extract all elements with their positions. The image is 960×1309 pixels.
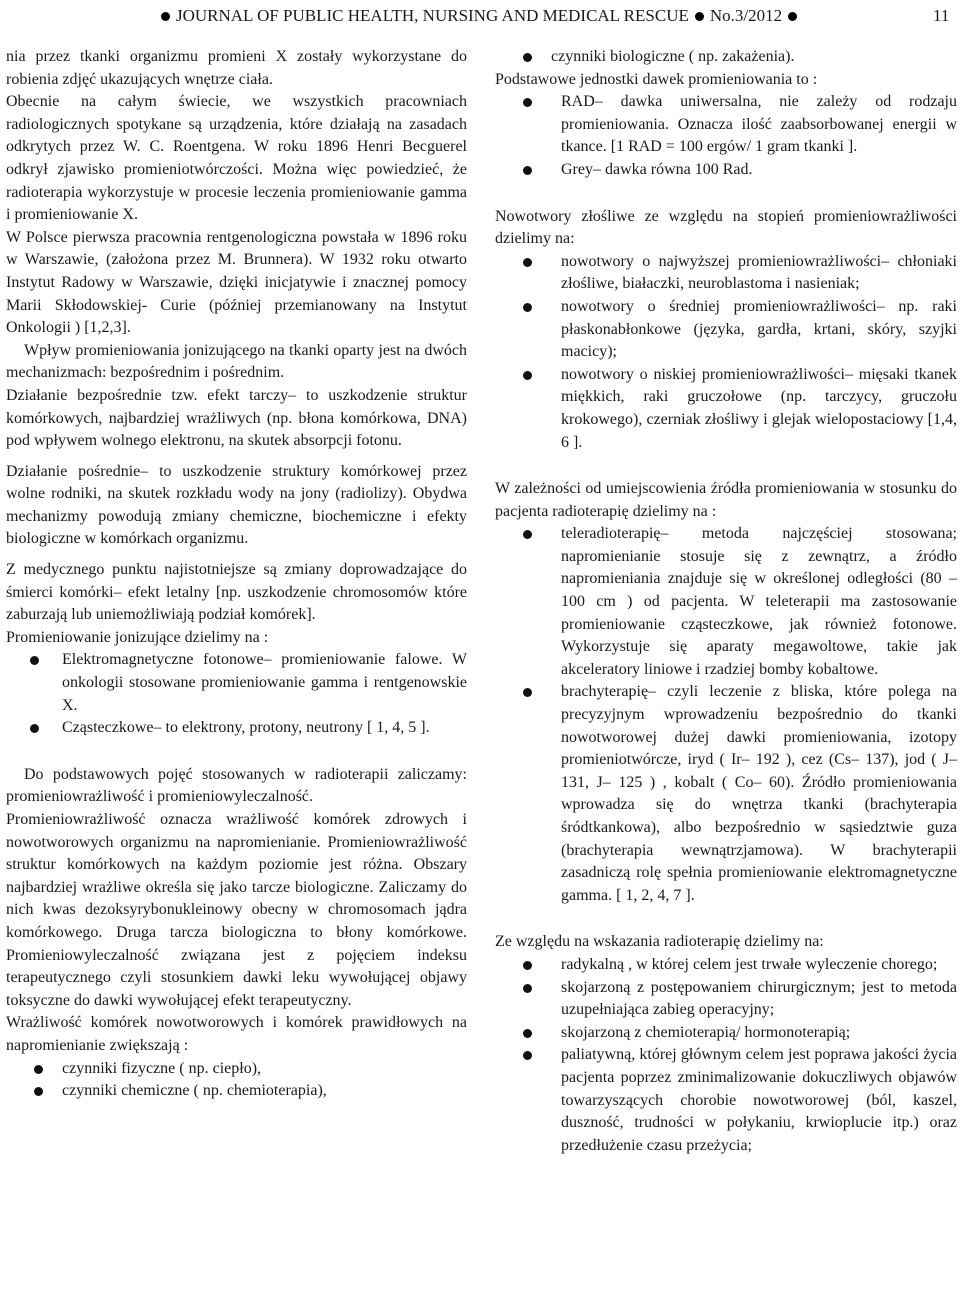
paragraph: W Polsce pierwsza pracownia rentgenologiczna powstała w 1896 roku w Warszawie, (założona przez M. Brunnera). W 1932 roku otwarto Instytut Radowy w Warszawie, dzięki inicjatywie i znacznej pomocy Marii Skłodowskiej- Curie (później przemianowany na Instytut Onkologii ) [1,2,3]. <box>6 228 467 337</box>
paragraph: Działanie bezpośrednie tzw. efekt tarczy– to uszkodzenie struktur komórkowych, najbardziej wrażliwych (np. błona komórkowa, DNA) pod wpływem wolnego elektronu, na skutek absorpcji fotonu. <box>6 386 467 450</box>
bullet-icon <box>161 12 170 21</box>
bullet-icon <box>695 12 704 21</box>
list-item: paliatywną, której głównym celem jest poprawa jakości życia pacjenta poprzez zminimalizowanie dokuczliwych objawów towarzyszących chorobie nowotworowej (ból, kaszel, duszność, trudności w połykaniu, krwioplucie itp.) oraz przedłużenie czasu przeżycia; <box>495 1044 957 1157</box>
bullet-icon <box>523 984 532 993</box>
list-item: Grey– dawka równa 100 Rad. <box>495 159 957 182</box>
paragraph: Nowotwory złośliwe ze względu na stopień promieniowrażliwości dzielimy na: <box>495 207 957 248</box>
ionizing-radiation-list <box>6 649 467 739</box>
running-header <box>0 0 960 28</box>
list-item: radykalną , w której celem jest trwałe wyleczenie chorego; <box>495 954 957 977</box>
bullet-icon <box>30 656 39 665</box>
tumor-sensitivity-list <box>495 251 957 454</box>
list-item: skojarzoną z chemioterapią/ hormonoterapią; <box>495 1022 957 1045</box>
page-number: 11 <box>933 6 950 25</box>
left-column <box>6 46 467 1103</box>
list-item: Elektromagnetyczne fotonowe– promieniowanie falowe. W onkologii stosowane promieniowanie gamma i rentgenowskie X. <box>6 649 467 717</box>
list-item: teleradioterapię– metoda najczęściej stosowana; napromienianie stosuje się z zewnątrz, a źródło napromieniania znajduje się w określonej odległości (80 – 100 cm ) od pacjenta. W teleterapii ma zastosowanie promieniowanie cząsteczkowe, jak również fotonowe. Wykorzystuje się aparaty megawoltowe, takie jak akceleratory liniowe i rzadziej bomby kobaltowe. <box>495 523 957 681</box>
list-item: czynniki chemiczne ( np. chemioterapia), <box>34 1080 467 1103</box>
bullet-icon <box>30 724 39 733</box>
list-item: RAD– dawka uniwersalna, nie zależy od rodzaju promieniowania. Oznacza ilość zaabsorbowanej energii w tkance. [1 RAD = 100 ergów/ 1 gram tkanki ]. <box>495 91 957 159</box>
radiotherapy-indication-list <box>495 954 957 1157</box>
paragraph: Wpływ promieniowania jonizującego na tkanki oparty jest na dwóch mechanizmach: bezpośrednim i pośrednim. <box>6 341 467 382</box>
list-item: nowotwory o najwyższej promieniowrażliwości– chłoniaki złośliwe, białaczki, neuroblastoma i nasieniak; <box>495 251 957 296</box>
journal-line <box>155 2 803 30</box>
journal-title: JOURNAL OF PUBLIC HEALTH, NURSING AND MEDICAL RESCUE <box>176 6 689 25</box>
bullet-icon <box>523 371 532 380</box>
list-item: czynniki biologiczne ( np. zakażenia). <box>523 46 957 69</box>
dose-units-list <box>495 91 957 181</box>
paragraph: Obecnie na całym świecie, we wszystkich pracowniach radiologicznych spotykane są urządzenia, które działają na zasadach odkrytych przez W. C. Roentgena. W roku 1896 Henri Becguerel odkrył zjawisko promieniotwórczości. Można więc powiedzieć, że radioterapia wykorzystuje w procesie leczenia promieniowanie gamma i promieniowanie X. <box>6 93 467 224</box>
bullet-icon <box>523 688 532 697</box>
bullet-icon <box>523 961 532 970</box>
sensitivity-factors-list <box>6 1058 467 1103</box>
paragraph: Promieniowanie jonizujące dzielimy na : <box>6 628 269 646</box>
paragraph: Promieniowrażliwość oznacza wrażliwość komórek zdrowych i nowotworowych organizmu na napromienianie. Promieniowrażliwość struktur komórkowych na każdym poziomie jest różna. Obszary najbardziej wrażliwe określa się jako tarcze biologiczne. Zaliczamy do nich kwas dezoksyrybonukleinowy obecny w chromosomach jądra komórkowego. Druga tarcza biologiczna to błony komórkowe. Promieniowyleczalność związana jest z pojęciem indeksu terapeutycznego czyli stosunkiem dawki leku wywołującej objawy toksyczne do dawki wywołującej efekt terapeutyczny. <box>6 811 467 1009</box>
issue-number: No.3/2012 <box>709 6 783 25</box>
bullet-icon <box>523 530 532 539</box>
paragraph: nia przez tkanki organizmu promieni X zostały wykorzystane do robienia zdjęć ukazujących wnętrze ciała. <box>6 48 467 88</box>
sensitivity-factors-list-cont <box>495 46 957 69</box>
bullet-icon <box>523 303 532 312</box>
bullet-icon <box>788 12 797 21</box>
bullet-icon <box>523 98 532 107</box>
list-item: brachyterapię– czyli leczenie z bliska, które polega na precyzyjnym wprowadzeniu bezpośrednio do tkanki nowotworowej dużej dawki promieniowania, izotopy promieniotwórcze, iryd ( Ir– 192 ), cez (Cs– 137), jod ( J– 131, J– 125 ) , kobalt ( Co– 60). Źródło promieniowania wprowadza się do wnętrza tkanki (brachyterapia śródtkankowa), albo bezpośrednio w sąsiedztwie guza (brachyterapia wewnątrzjamowa). W brachyterapii zasadniczą rolę spełnia promieniowanie elektromagnetyczne gamma. [ 1, 2, 4, 7 ]. <box>495 681 957 907</box>
bullet-icon <box>34 1065 43 1074</box>
list-item: nowotwory o niskiej promieniowrażliwości– mięsaki tkanek miękkich, raki gruczołowe (np. tarczycy, gruczołu krokowego), czerniak złośliwy i glejak wielopostaciowy [1,4, 6 ]. <box>495 364 957 454</box>
bullet-icon <box>34 1087 43 1096</box>
bullet-icon <box>523 53 532 62</box>
list-item: Cząsteczkowe– to elektrony, protony, neutrony [ 1, 4, 5 ]. <box>6 717 467 740</box>
bullet-icon <box>523 1051 532 1060</box>
bullet-icon <box>523 1029 532 1038</box>
right-column <box>495 46 957 1157</box>
paragraph: W zależności od umiejscowienia źródła promieniowania w stosunku do pacjenta radioterapię dzielimy na : <box>495 480 957 520</box>
list-item: czynniki fizyczne ( np. ciepło), <box>34 1058 467 1081</box>
paragraph: Podstawowe jednostki dawek promieniowania to : <box>495 70 818 88</box>
paragraph: Wrażliwość komórek nowotworowych i komórek prawidłowych na napromienianie zwiększają : <box>6 1014 467 1054</box>
bullet-icon <box>523 258 532 267</box>
paragraph: Z medycznego punktu najistotniejsze są zmiany doprowadzające do śmierci komórki– efekt letalny [np. uszkodzenie chromosomów które zaburzają lub uniemożliwiają podział komórek]. <box>6 561 467 624</box>
bullet-icon <box>523 166 532 175</box>
paragraph: Działanie pośrednie– to uszkodzenie struktury komórkowej przez wolne rodniki, na skutek rozkładu wody na jony (radiolizy). Obydwa mechanizmy powodują zmiany chemiczne, biochemiczne i efekty biologiczne w komórkach organizmu. <box>6 462 467 548</box>
list-item: skojarzoną z postępowaniem chirurgicznym; jest to metoda uzupełniająca zabieg operacyjny; <box>495 977 957 1022</box>
radiotherapy-source-list <box>495 523 957 907</box>
list-item: nowotwory o średniej promieniowrażliwości– np. raki płaskonabłonkowe (języka, gardła, krtani, skóry, szyjki macicy); <box>495 296 957 364</box>
paragraph: Ze względu na wskazania radioterapię dzielimy na: <box>495 933 824 951</box>
paragraph: Do podstawowych pojęć stosowanych w radioterapii zaliczamy: promieniowrażliwość i promieniowyleczalność. <box>6 765 467 806</box>
